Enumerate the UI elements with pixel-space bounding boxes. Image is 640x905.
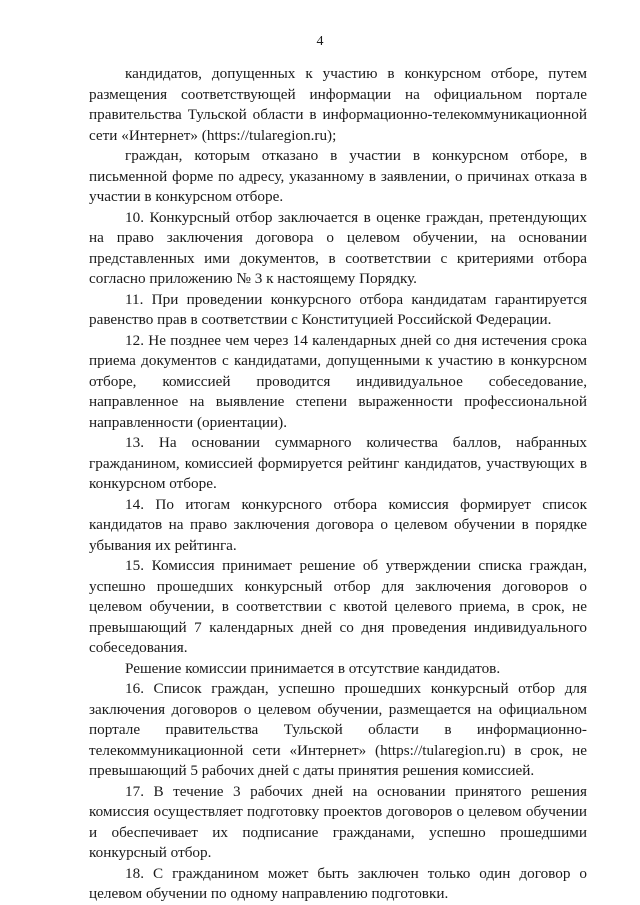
paragraph-item-15: 15. Комиссия принимает решение об утверждении списка граждан, успешно прошедших конкурсный отбор для заключения договоров о целевом обучении, в соответствии с квотой целевого приема, в срок, не превышающий 7 календарных дней со дня проведения индивидуального собеседования. <box>89 557 587 656</box>
paragraph-item-12: 12. Не позднее чем через 14 календарных дней со дня истечения срока приема документов с кандидатами, допущенными к участию в конкурсном отборе, комиссией проводится индивидуальное собеседование, направленное на выявление степени выраженности профессиональной направленности (ориентации). <box>89 331 587 431</box>
paragraph-item-16: 16. Список граждан, успешно прошедших конкурсный отбор для заключения договоров о целевом обучении, размещается на официальном портале правительства Тульской области в информационно-телекоммуникационной сети «Интернет» (https://tularegion.ru) в срок, не превышающий 5 рабочих дней с даты принятия решения комиссией. <box>89 680 587 779</box>
paragraph-rejection-notice: граждан, которым отказано в участии в конкурсном отборе, в письменной форме по адресу, указанному в заявлении, о причинах отказа в участии в конкурсном отборе. <box>89 147 587 205</box>
paragraph-commission-decision: Решение комиссии принимается в отсутствие кандидатов. <box>125 659 501 677</box>
paragraph-continuation: кандидатов, допущенных к участию в конкурсном отборе, путем размещения соответствующей информации на официальном портале правительства Тульской области в информационно-телекоммуникационной сети «Интернет» (https://tularegion.ru); <box>89 65 587 144</box>
paragraph-item-10: 10. Конкурсный отбор заключается в оценке граждан, претендующих на право заключения договора о целевом обучении, на основании представленных ими документов, в соответствии с критериями отбора согласно приложению № 3 к настоящему Порядку. <box>89 208 587 287</box>
paragraph-item-17: 17. В течение 3 рабочих дней на основании принятого решения комиссия осуществляет подготовку проектов договоров о целевом обучении и обеспечивает их подписание гражданами, успешно прошедшими конкурсный отбор. <box>89 782 587 861</box>
document-body <box>89 64 587 905</box>
paragraph-item-14: 14. По итогам конкурсного отбора комиссия формирует список кандидатов на право заключения договора о целевом обучении в порядке убывания их рейтинга. <box>89 495 587 554</box>
paragraph-item-11: 11. При проведении конкурсного отбора кандидатам гарантируется равенство прав в соответствии с Конституцией Российской Федерации. <box>89 290 587 328</box>
page-number: 4 <box>316 34 324 49</box>
paragraph-item-13: 13. На основании суммарного количества баллов, набранных гражданином, комиссией формируется рейтинг кандидатов, участвующих в конкурсном отборе. <box>89 434 587 492</box>
paragraph-item-18: 18. С гражданином может быть заключен только один договор о целевом обучении по одному направлению подготовки. <box>89 864 587 902</box>
